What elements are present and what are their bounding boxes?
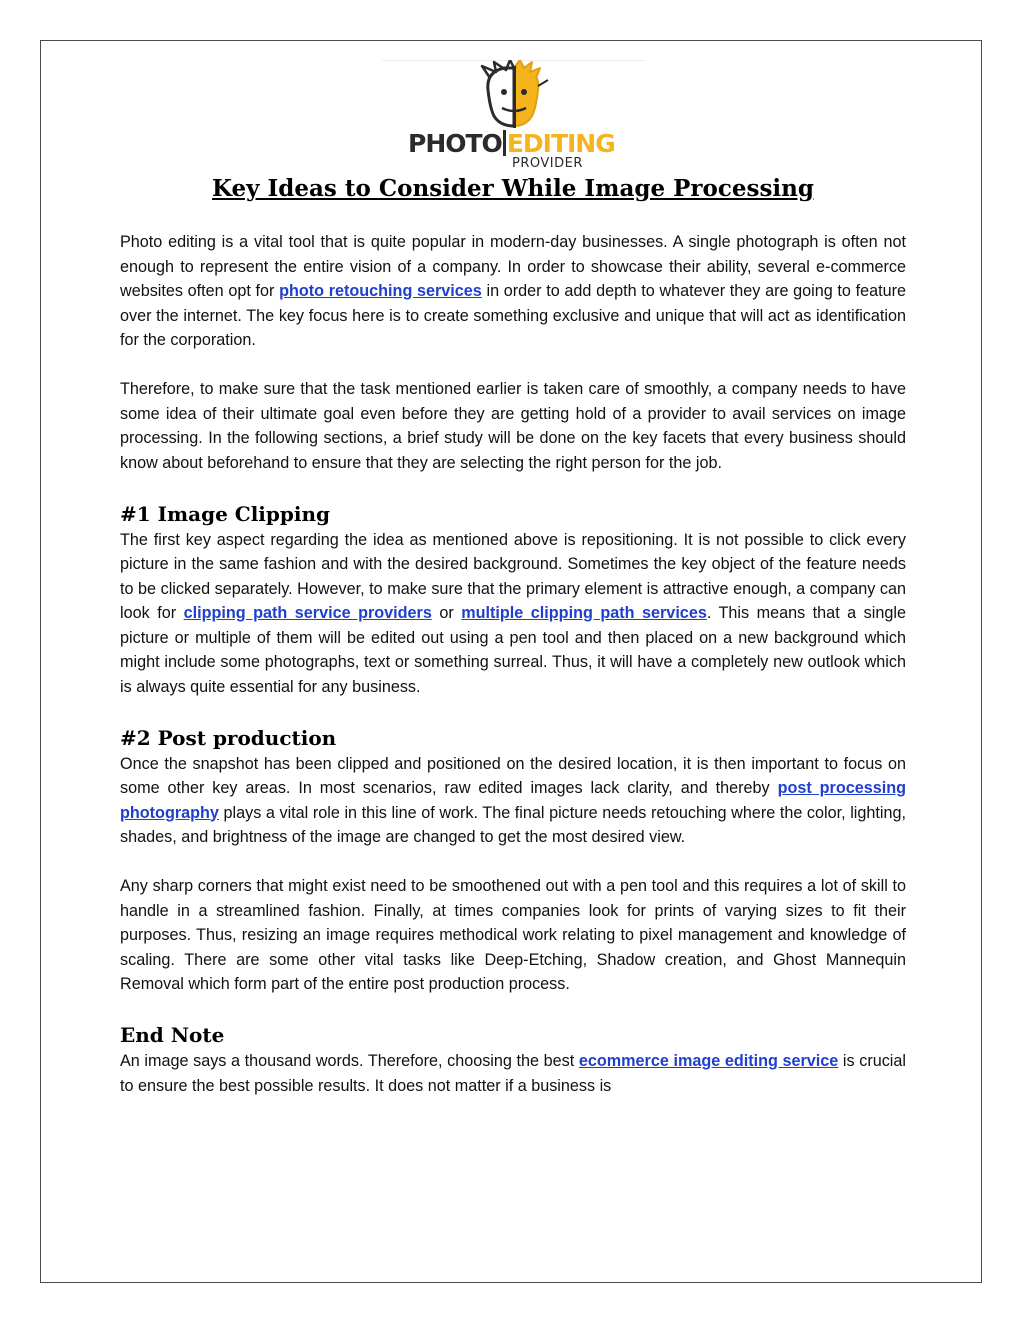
link-multiple-clipping-path-services[interactable]: multiple clipping path services xyxy=(461,604,707,622)
section-heading-image-clipping: #1 Image Clipping xyxy=(120,501,330,526)
page-title: Key Ideas to Consider While Image Processing xyxy=(212,175,814,202)
logo-word-photo: PHOTO xyxy=(408,129,502,158)
endnote-text-a: An image says a thousand words. Therefore, choosing the best xyxy=(120,1052,579,1070)
logo xyxy=(382,60,644,172)
intro-text-1a: Photo editing is a vital tool that is quite popular in modern-day businesses. A single photograph is often not enough to represent the entire vision of a company. In order to showcase their ability, several e-commerce websites often opt for xyxy=(120,233,906,300)
endnote-text-b: is crucial to ensure the best possible results. It does not matter if a business is xyxy=(120,1052,906,1095)
clipping-text-a: The first key aspect regarding the idea as mentioned above is repositioning. It is not possible to click every picture in the same fashion and with the desired background. Sometimes the key object of the feature needs to be clicked separately. However, to make sure that the primary element is attractive enough, a company can look for xyxy=(120,530,906,622)
link-post-processing-photography[interactable]: post processing photography xyxy=(120,779,907,822)
link-clipping-path-service-providers[interactable]: clipping path service providers xyxy=(183,604,432,622)
post-text-1a: Once the snapshot has been clipped and positioned on the desired location, it is then important to focus on some other key areas. In most scenarios, raw edited images lack clarity, and thereby xyxy=(120,754,906,797)
logo-separator xyxy=(503,130,506,156)
intro-text-1b: in order to add depth to whatever they are going to feature over the internet. The key focus here is to create something exclusive and unique that will act as identification for the corporation. xyxy=(120,282,906,349)
intro-paragraph-1 xyxy=(120,230,906,353)
section-paragraph-post-production-2: Any sharp corners that might exist need to be smoothened out with a pen tool and this requires a lot of skill to handle in a streamlined fashion. Finally, at times companies look for prints of varying sizes to fit their purposes. Thus, resizing an image requires methodical work relating to pixel management and knowledge of scaling. There are some other vital tasks like Deep-Etching, Shadow creation, and Ghost Mannequin Removal which form part of the entire post production process. xyxy=(120,877,906,993)
intro-paragraph-2: Therefore, to make sure that the task mentioned earlier is taken care of smoothly, a company needs to have some idea of their ultimate goal even before they are getting hold of a provider to avail services on image processing. In the following sections, a brief study will be done on the key facets that every business should know about beforehand to ensure that they are selecting the right person for the job. xyxy=(120,380,906,472)
article-body xyxy=(120,230,906,1123)
section-heading-post-production: #2 Post production xyxy=(120,725,337,750)
section-heading-end-note: End Note xyxy=(120,1023,225,1047)
clipping-text-c: . This means that a single picture or multiple of them will be edited out using a pen tool and then placed on a new background which might include some photographs, text or something surreal. Thus, it will have a completely new outlook which is always quite essential for any business. xyxy=(120,604,906,696)
section-paragraph-image-clipping xyxy=(120,528,906,700)
logo-word-editing: EDITING xyxy=(506,129,615,158)
post-text-1b: plays a vital role in this line of work. The final picture needs retouching where the color, lighting, shades, and brightness of the image are changed to get the most desired view. xyxy=(120,803,906,846)
logo-word-provider: PROVIDER xyxy=(512,156,583,171)
logo-wordmark xyxy=(408,129,618,159)
link-photo-retouching-services[interactable]: photo retouching services xyxy=(279,282,482,300)
link-ecommerce-image-editing-service[interactable]: ecommerce image editing service xyxy=(578,1052,839,1070)
section-paragraph-end-note xyxy=(120,1049,906,1098)
cartoon-face-logo-icon xyxy=(474,60,554,132)
section-paragraph-post-production-1 xyxy=(120,752,906,850)
clipping-text-b: or xyxy=(431,604,462,622)
